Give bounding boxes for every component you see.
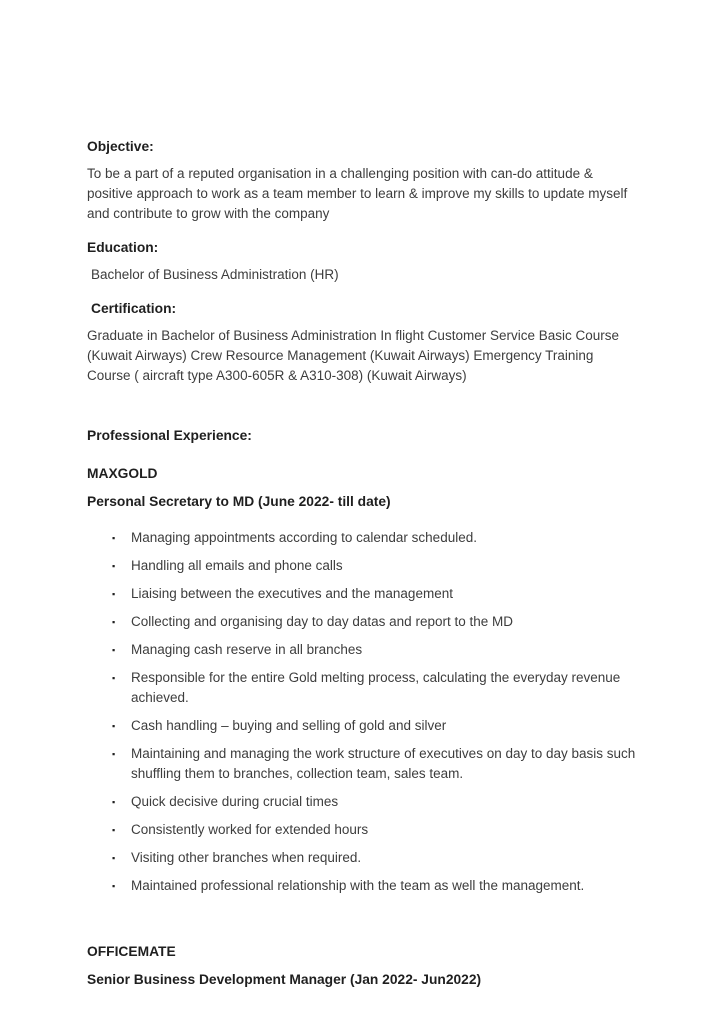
bullet-item-text: Managing appointments according to calendar scheduled. [131, 530, 477, 545]
bullet-item-text: Managing cash reserve in all branches [131, 642, 363, 657]
bullet-item [87, 792, 640, 812]
objective-heading: Objective: [87, 139, 154, 154]
bullet-item-text: Consistently worked for extended hours [131, 822, 369, 837]
job-maxgold [87, 464, 640, 896]
square-bullet-icon: ▪ [112, 645, 116, 655]
bullet-item [87, 528, 640, 548]
bullet-item [87, 556, 640, 576]
bullet-item [87, 668, 640, 708]
bullet-item [87, 640, 640, 660]
square-bullet-icon: ▪ [112, 749, 116, 759]
experience-heading: Professional Experience: [87, 428, 252, 443]
job-title: Senior Business Development Manager (Jan 2022- Jun2022) [87, 972, 482, 987]
company-name: OFFICEMATE [87, 944, 176, 959]
job-officemate [87, 942, 640, 990]
bullet-item [87, 876, 640, 896]
bullet-item [87, 820, 640, 840]
bullet-item-text: Visiting other branches when required. [131, 850, 362, 865]
bullet-item-text: Quick decisive during crucial times [131, 794, 339, 809]
job-title: Personal Secretary to MD (June 2022- till date) [87, 494, 391, 509]
bullet-item-text: Maintained professional relationship with the team as well the management. [131, 878, 585, 893]
bullet-item [87, 584, 640, 604]
certification-heading: Certification: [91, 301, 177, 316]
section-certification [87, 299, 640, 386]
education-text: Bachelor of Business Administration (HR) [91, 267, 339, 282]
certification-text: Graduate in Bachelor of Business Administration In flight Customer Service Basic Course (Kuwait Airways) Crew Resource Management (Kuwait Airways) Emergency Training Course ( aircraft type A300-605R & A310-308) (Kuwait Airways) [87, 328, 619, 383]
square-bullet-icon: ▪ [112, 561, 116, 571]
bullet-item-text: Cash handling – buying and selling of gold and silver [131, 718, 447, 733]
square-bullet-icon: ▪ [112, 853, 116, 863]
bullet-item [87, 744, 640, 784]
square-bullet-icon: ▪ [112, 673, 116, 683]
bullet-item [87, 612, 640, 632]
section-education [87, 238, 640, 285]
square-bullet-icon: ▪ [112, 881, 116, 891]
square-bullet-icon: ▪ [112, 589, 116, 599]
section-objective [87, 137, 640, 224]
job-bullet-list [87, 528, 640, 896]
bullet-item [87, 848, 640, 868]
square-bullet-icon: ▪ [112, 721, 116, 731]
company-name: MAXGOLD [87, 466, 158, 481]
bullet-item-text: Maintaining and managing the work structure of executives on day to day basis such shuffling them to branches, collection team, sales team. [131, 746, 636, 781]
bullet-item-text: Collecting and organising day to day datas and report to the MD [131, 614, 513, 629]
bullet-item [87, 716, 640, 736]
bullet-item-text: Handling all emails and phone calls [131, 558, 343, 573]
square-bullet-icon: ▪ [112, 617, 116, 627]
bullet-item-text: Responsible for the entire Gold melting process, calculating the everyday revenue achieved. [131, 670, 621, 705]
education-heading: Education: [87, 240, 159, 255]
square-bullet-icon: ▪ [112, 825, 116, 835]
bullet-item-text: Liaising between the executives and the management [131, 586, 453, 601]
square-bullet-icon: ▪ [112, 533, 116, 543]
section-experience [87, 426, 640, 990]
square-bullet-icon: ▪ [112, 797, 116, 807]
objective-text: To be a part of a reputed organisation in a challenging position with can-do attitude & positive approach to work as a team member to learn & improve my skills to update myself and contribute to grow with the company [87, 166, 628, 221]
